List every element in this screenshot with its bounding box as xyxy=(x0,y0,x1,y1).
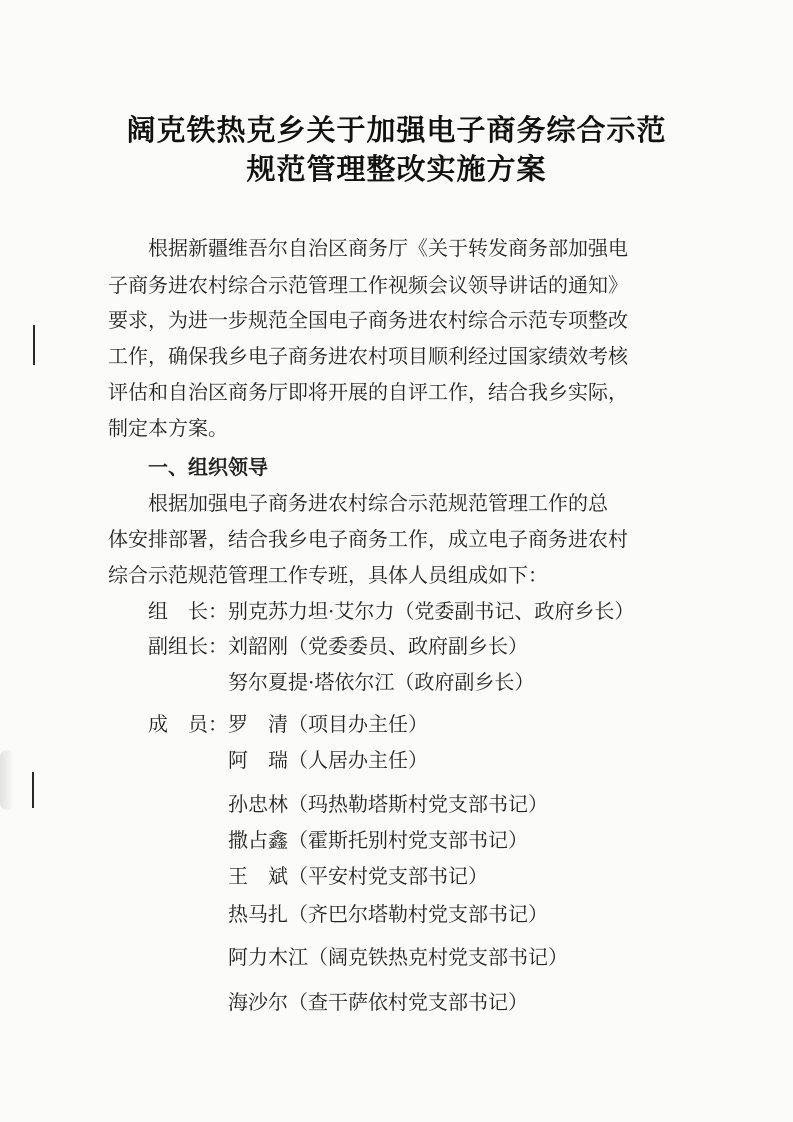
intro-line: 要求，为进一步规范全国电子商务进农村综合示范专项整改 xyxy=(108,308,628,332)
member-entry: 阿 瑞（人居办主任） xyxy=(228,748,428,772)
scan-smudge xyxy=(0,750,14,810)
deputy-label: 副组长： xyxy=(148,634,228,658)
intro-line: 制定本方案。 xyxy=(108,416,228,440)
members-label: 成 员： xyxy=(148,712,228,736)
scan-mark xyxy=(32,772,34,808)
section-body-line: 体安排部署，结合我乡电子商务工作，成立电子商务进农村 xyxy=(108,527,628,551)
member-entry: 阿力木江（阔克铁热克村党支部书记） xyxy=(228,945,568,969)
scan-mark xyxy=(33,325,35,365)
document-title-line-2: 规范管理整改实施方案 xyxy=(246,152,547,186)
document-title-line-1: 阔克铁热克乡关于加强电子商务综合示范 xyxy=(126,113,667,147)
member-entry: 撒占鑫（霍斯托别村党支部书记） xyxy=(228,828,528,852)
member-entry: 孙忠林（玛热勒塔斯村党支部书记） xyxy=(228,792,548,816)
leader-entry: 别克苏力坦·艾尔力（党委副书记、政府乡长） xyxy=(228,599,635,623)
deputy-entry: 刘韶刚（党委委员、政府副乡长） xyxy=(228,634,528,658)
intro-line: 工作，确保我乡电子商务进农村项目顺利经过国家绩效考核 xyxy=(108,344,628,368)
member-entry: 王 斌（平安村党支部书记） xyxy=(228,864,488,888)
member-entry: 罗 清（项目办主任） xyxy=(228,712,428,736)
intro-line: 子商务进农村综合示范管理工作视频会议领导讲话的通知》 xyxy=(108,273,628,297)
section-body-line: 综合示范规范管理工作专班，具体人员组成如下： xyxy=(108,563,548,587)
section-heading: 一、组织领导 xyxy=(148,455,268,479)
member-entry: 海沙尔（查干萨依村党支部书记） xyxy=(228,990,528,1014)
leader-label: 组 长： xyxy=(148,599,228,623)
section-body-line: 根据加强电子商务进农村综合示范规范管理工作的总 xyxy=(148,491,608,515)
deputy-entry: 努尔夏提·塔依尔江（政府副乡长） xyxy=(228,670,535,694)
intro-line: 根据新疆维吾尔自治区商务厅《关于转发商务部加强电 xyxy=(148,236,628,260)
intro-line: 评估和自治区商务厅即将开展的自评工作，结合我乡实际， xyxy=(108,380,628,404)
member-entry: 热马扎（齐巴尔塔勒村党支部书记） xyxy=(228,902,548,926)
